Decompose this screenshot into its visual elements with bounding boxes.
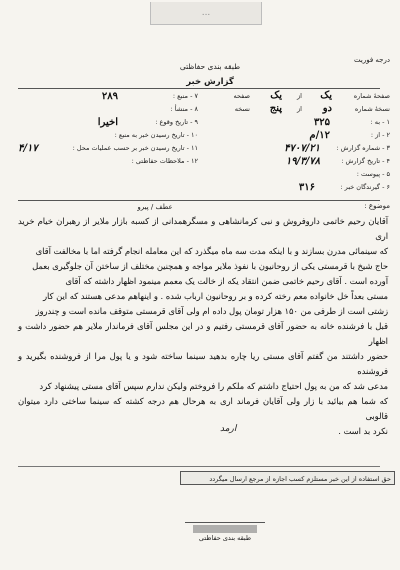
distribution-stamp: حق استفاده از این خبر مستلزم کسب اجازه از مرجع ارسال میگردد bbox=[180, 471, 395, 485]
subject-label: موضوع : bbox=[364, 202, 390, 210]
field-report-date: ۴ - تاریخ گزارش : ۱۹/۳/۷۸ bbox=[285, 156, 390, 167]
body-line: زشتی است از طرفی من ۱۵۰ هزار تومان پول داده ام ولی آقای قرمستی متوقف مانده است و چندروز bbox=[35, 306, 388, 316]
body-line: مستی بعداً خل خانواده معم رخته کرده و بر روحانیون ارباب شده . و اینهاهم مدعی هستند که این کار bbox=[43, 291, 388, 301]
field-received-date: ۱۰ - تاریخ رسیدن خبر به منبع : bbox=[114, 131, 198, 139]
urgency-label: درجه فوریت bbox=[354, 56, 390, 64]
body-line: آقایان رحیم خاتمی داروفروش و نبی کرمانشاهی و مسگرهمدانی از کسبه بازار ملایر از رهبران خیام خرید اری bbox=[18, 216, 388, 241]
left-field-group bbox=[18, 90, 198, 168]
footer-label: طبقه بندی حفاظتی bbox=[198, 534, 252, 542]
body-line: حاج شیخ با قرمستی یکی از روحانیون با نفوذ ملایر مواجه و همچنین مختلف از ساختن آن جلوگیری بعمل bbox=[32, 261, 388, 271]
page-number-row: صفحهٔ شماره یک از یک صفحه bbox=[233, 90, 390, 101]
field-security-notes: ۱۲ - ملاحظات حفاظتی : bbox=[131, 157, 198, 165]
reference-label: عطف / پیرو bbox=[137, 203, 173, 211]
field-report-number: ۳ - شماره گزارش : ۴۷۰۷/۲۱ bbox=[284, 143, 390, 154]
body-line: که شما هم بیائید با زار ولی آقایان فرماند اری به هرحال هم درجه کشته که سینما ساختی دارد میتوان قالوبی bbox=[18, 396, 388, 421]
security-classification: طبقه بندی حفاظتی bbox=[179, 62, 241, 71]
right-field-group bbox=[212, 90, 390, 194]
body-line: نکرد بد است . bbox=[338, 426, 388, 436]
field-source: ۷ - منبع : ۲۸۹ bbox=[101, 91, 198, 102]
body-line: قبل با فرشنده خانه به حضور آقای قرمستی رفتیم و در این مجلس آقای فرماندار ملایر هم حضور داشت و اظهار bbox=[18, 321, 388, 346]
copy-number-row: نسخهٔ شماره دو از پنج نسخه bbox=[234, 103, 390, 114]
body-divider bbox=[18, 200, 380, 201]
body-line: مدعی شد که من به پول احتیاج داشتم که ملکم را فروختم ولیکن ندارم سپس آقای مستی پیشنهاد کرد bbox=[39, 381, 388, 391]
field-from: ۲ - از : ۱۲/م bbox=[309, 130, 390, 141]
report-title: گزارش خبر bbox=[186, 77, 234, 87]
field-origin: ۸ - منشأ : bbox=[170, 105, 198, 113]
top-stamp: ... bbox=[150, 2, 262, 25]
field-recipients: ۶ - گیرندگان خبر : ۳۱۶ bbox=[298, 182, 390, 193]
signature: ارمد bbox=[220, 424, 237, 434]
field-event-date: ۹ - تاریخ وقوع : اخیرا bbox=[97, 117, 198, 128]
field-attachment: ۵ - پیوست : bbox=[356, 170, 390, 178]
field-to: ۱ - به : ۳۲۵ bbox=[313, 117, 390, 128]
field-ops-date: ۱۱ - تاریخ رسیدن خبر بر حسب عملیات محل : ۴/۱۷ bbox=[18, 143, 198, 154]
body-line: که سینمائی مدرن بسازند و با اینکه مدت سه ماه میگذرد که این معامله انجام گرفته اما با مخالفت آقای bbox=[35, 246, 388, 256]
footer-divider bbox=[18, 466, 380, 467]
body-line: آورده است . آقای رحیم خاتمی ضمن انتقاد یکه از خالت یک معمم مینمود اظهار داشته که آقای bbox=[65, 276, 388, 286]
footer-redaction bbox=[193, 525, 257, 533]
footer-classification bbox=[185, 522, 265, 545]
body-line: حضور داشتند من گفتم آقای مستی ریا چاره بدهید سینما ساخته شود و یا پول مرا از فروشنده بگیرید و فروشنده bbox=[18, 351, 388, 376]
report-body bbox=[18, 214, 388, 439]
